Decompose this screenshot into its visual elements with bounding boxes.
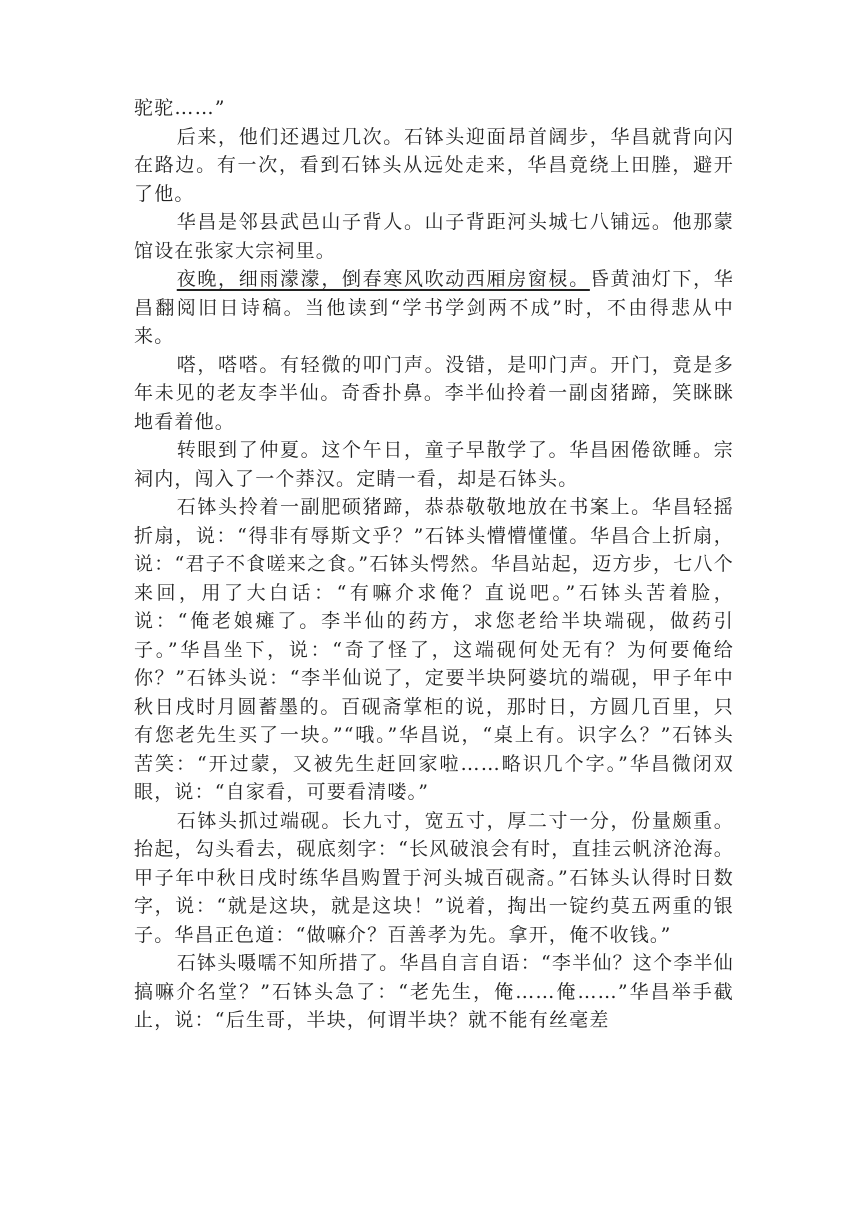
paragraph-9: 石钵头嗫嚅不知所措了。华昌自言自语：“李半仙？这个李半仙搞嘛介名堂？”石钵头急了：“老先生，俺……俺……”华昌举手截止，说：“后生哥，半块，何谓半块？就不能有丝毫差 <box>134 952 734 1031</box>
paragraph-3: 华昌是邻县武邑山子背人。山子背距河头城七八铺远。他那蒙馆设在张家大宗祠里。 <box>134 211 734 262</box>
underlined-sentence: 夜晚，细雨濛濛，倒春寒风吹动西厢房窗棂。 <box>176 268 590 290</box>
paragraph-7: 石钵头拎着一副肥硕猪蹄，恭恭敬敬地放在书案上。华昌轻摇折扇，说：“得非有辱斯文乎？”石钵头懵懵懂懂。华昌合上折扇，说：“君子不食嗟来之食。”石钵头愕然。华昌站起，迈方步，七八个来回，用了大白话：“有嘛介求俺？直说吧。”石钵头苦着脸，说：“俺老娘瘫了。李半仙的药方，求您老给半块端砚，做药引子。”华昌坐下，说：“奇了怪了，这端砚何处无有？为何要俺给你？”石钵头说：“李半仙说了，定要半块阿婆坑的端砚，甲子年中秋日戌时月圆蓄墨的。百砚斋掌柜的说，那时日，方圆几百里，只有您老先生买了一块。”“哦。”华昌说，“桌上有。识字么？”石钵头苦笑：“开过蒙，又被先生赶回家啦……略识几个字。”华昌微闭双眼，说：“自家看，可要看清喽。” <box>134 496 734 803</box>
paragraph-2: 后来，他们还遇过几次。石钵头迎面昂首阔步，华昌就背向闪在路边。有一次，看到石钵头从远处走来，华昌竟绕上田塍，避开了他。 <box>134 125 734 205</box>
paragraph-6: 转眼到了仲夏。这个午日，童子早散学了。华昌困倦欲睡。宗祠内，闯入了一个莽汉。定睛一看，却是石钵头。 <box>134 439 734 490</box>
paragraph-1: 驼驼……” <box>134 97 226 119</box>
paragraph-4-rest: 昏黄油灯下，华昌翻阅旧日诗稿。当他读到“学书学剑两不成”时，不由得悲从中来。 <box>134 268 734 347</box>
paragraph-4 <box>134 265 734 351</box>
document-body <box>134 94 734 1035</box>
paragraph-8: 石钵头抓过端砚。长九寸，宽五寸，厚二寸一分，份量颇重。抬起，勾头看去，砚底刻字：“长风破浪会有时，直挂云帆济沧海。甲子年中秋日戌时练华昌购置于河头城百砚斋。”石钵头认得时日数字，说：“就是这块，就是这块！”说着，掏出一锭约莫五两重的银子。华昌正色道：“做嘛介？百善孝为先。拿开，俺不收钱。” <box>134 809 734 946</box>
paragraph-5: 嗒，嗒嗒。有轻微的叩门声。没错，是叩门声。开门，竟是多年未见的老友李半仙。奇香扑鼻。李半仙拎着一副卤猪蹄，笑眯眯地看着他。 <box>134 353 734 433</box>
